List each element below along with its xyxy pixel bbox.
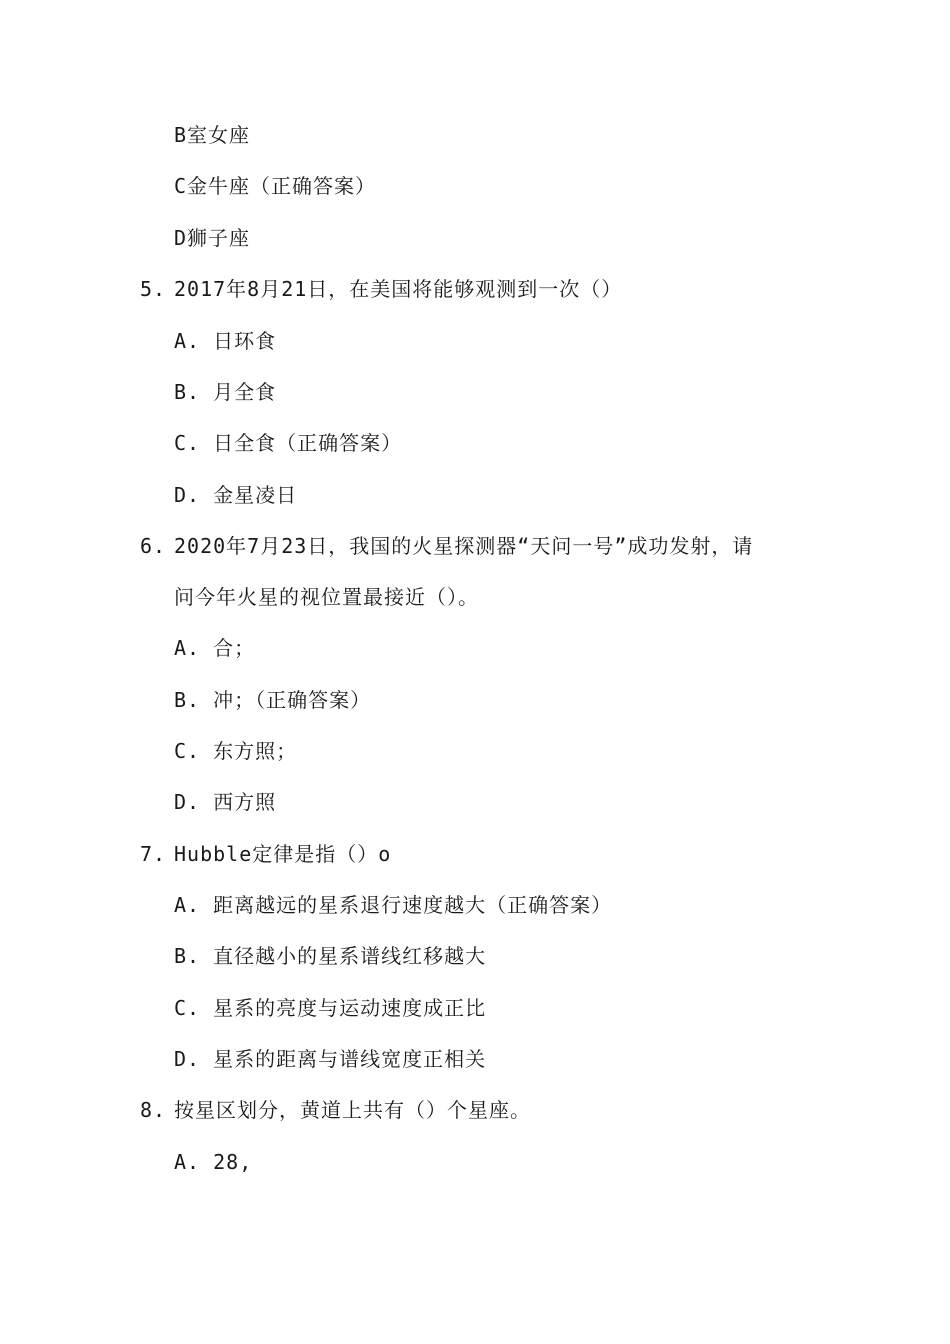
q5-text: 2017年8月21日，在美国将能够观测到一次（） (174, 277, 623, 301)
q5-number: 5. (140, 277, 167, 301)
q4-option-c: C金牛座（正确答案） (174, 174, 377, 198)
q4-option-b: B室女座 (174, 123, 251, 147)
q7-text: Hubble定律是指（）o (174, 842, 392, 866)
q6-text-line1: 2020年7月23日，我国的火星探测器“天问一号”成功发射，请 (174, 534, 754, 558)
q4-option-d: D狮子座 (174, 226, 251, 250)
q6-text-line2: 问今年火星的视位置最接近（）。 (174, 585, 479, 609)
q7-option-a: A. 距离越远的星系退行速度越大（正确答案） (174, 893, 613, 917)
q5-option-a: A. 日环食 (174, 329, 277, 353)
q8-text: 按星区划分，黄道上共有（）个星座。 (174, 1098, 531, 1122)
q6-option-c: C. 东方照； (174, 739, 298, 763)
q5-option-c: C. 日全食（正确答案） (174, 431, 403, 455)
q5-option-b: B. 月全食 (174, 380, 277, 404)
q6-option-d: D. 西方照 (174, 790, 277, 814)
q7-option-b: B. 直径越小的星系谱线红移越大 (174, 944, 487, 968)
q5-option-d: D. 金星凌日 (174, 483, 298, 507)
q8-number: 8. (140, 1098, 167, 1122)
q6-number: 6. (140, 534, 167, 558)
q8-option-a: A. 28, (174, 1150, 253, 1174)
q7-option-c: C. 星系的亮度与运动速度成正比 (174, 996, 487, 1020)
q6-option-b: B. 冲；（正确答案） (174, 688, 372, 712)
q7-option-d: D. 星系的距离与谱线宽度正相关 (174, 1047, 487, 1071)
q6-option-a: A. 合； (174, 636, 256, 660)
q7-number: 7. (140, 842, 167, 866)
